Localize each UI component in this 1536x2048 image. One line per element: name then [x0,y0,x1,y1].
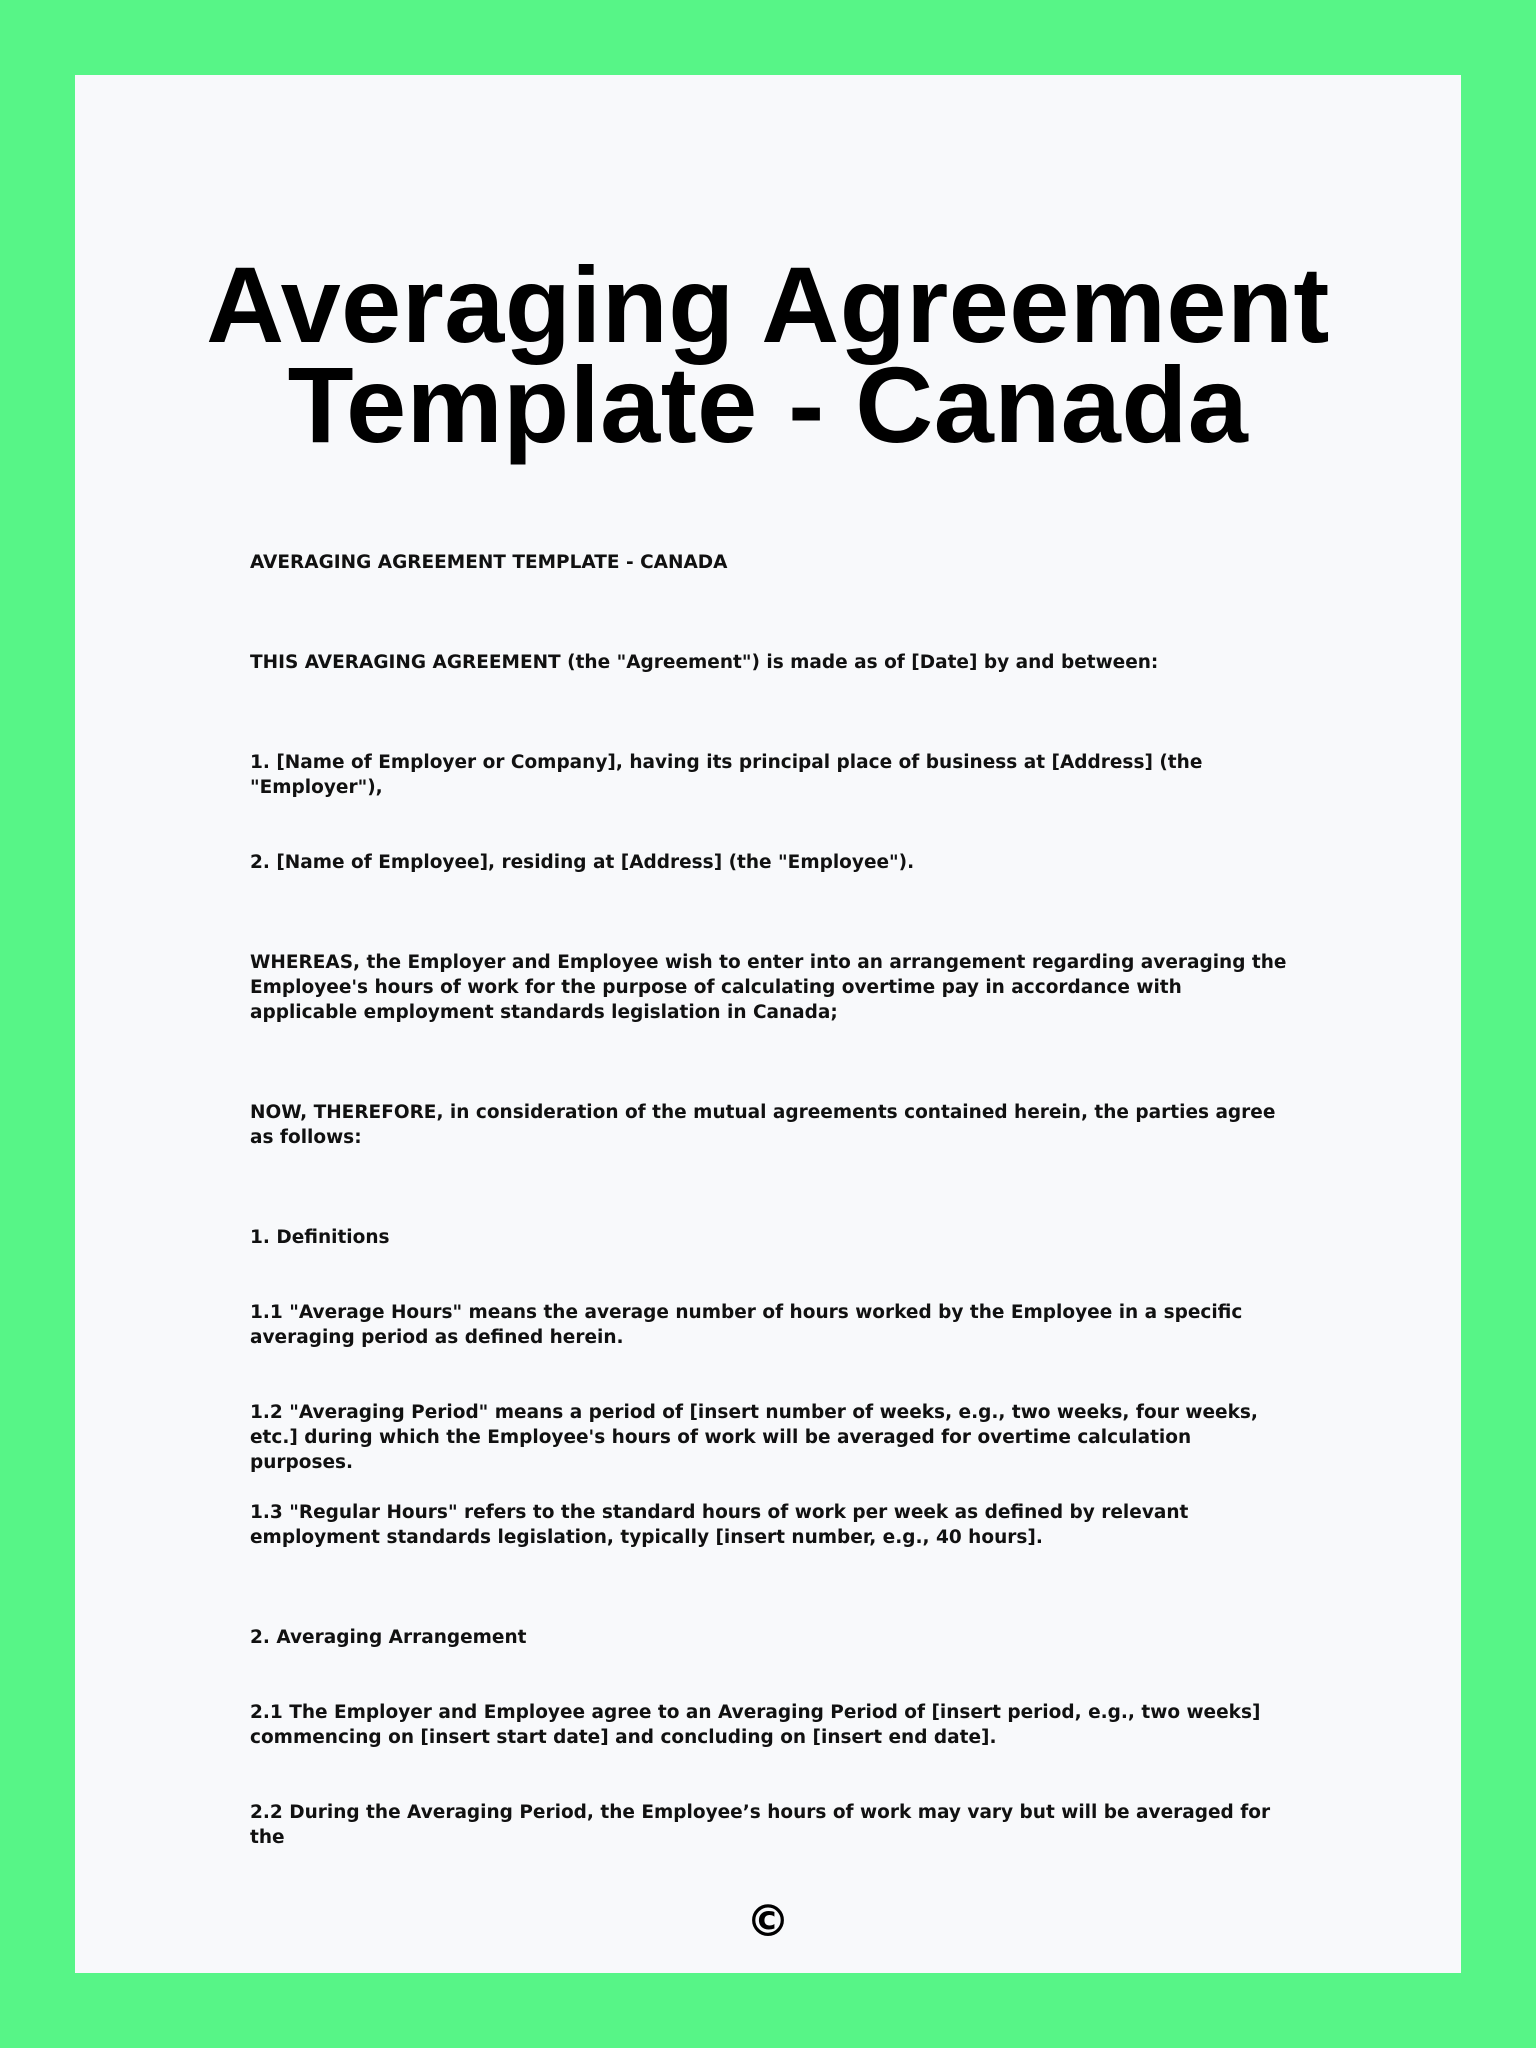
clause-1-1: 1.1 "Average Hours" means the average number of hours worked by the Employee in a specific averaging period as defined herein. [250,1302,1243,1348]
whereas-paragraph: WHEREAS, the Employer and Employee wish to enter into an arrangement regarding averaging the Employee's hours of work for the purpose of calculating overtime pay in accordance with applicable employment standards legislation in Canada; [250,952,1287,1023]
section-heading-definitions: 1. Definitions [250,1227,390,1248]
document-page [75,75,1461,1973]
clause-2-2: 2.2 During the Averaging Period, the Employee’s hours of work may vary but will be averaged for the [250,1802,1271,1848]
party-employee: 2. [Name of Employee], residing at [Address] (the "Employee"). [250,852,915,873]
document-title [75,244,1461,465]
clause-2-1: 2.1 The Employer and Employee agree to an Averaging Period of [insert period, e.g., two weeks] commencing on [insert start date] and concluding on [insert end date]. [250,1702,1261,1748]
copyright-symbol: © [746,1896,790,1947]
now-therefore-paragraph: NOW, THEREFORE, in consideration of the mutual agreements contained herein, the parties agree as follows: [250,1102,1276,1148]
party-employer: 1. [Name of Employer or Company], having its principal place of business at [Address] (the "Employer"), [250,752,1203,798]
heading-caps: AVERAGING AGREEMENT TEMPLATE - CANADA [250,552,728,573]
title-line-2: Template - Canada [287,344,1249,465]
title-line-1: Averaging Agreement [206,244,1330,365]
clause-1-2: 1.2 "Averaging Period" means a period of [insert number of weeks, e.g., two weeks, four weeks, etc.] during which the Employee's hours of work will be averaged for overtime calculation purposes. [250,1402,1258,1473]
clause-1-3: 1.3 "Regular Hours" refers to the standard hours of work per week as defined by relevant employment standards legislation, typically [insert number, e.g., 40 hours]. [250,1502,1189,1548]
section-heading-averaging: 2. Averaging Arrangement [250,1627,527,1648]
preamble-paragraph: THIS AVERAGING AGREEMENT (the "Agreement") is made as of [Date] by and between: [250,652,1159,673]
